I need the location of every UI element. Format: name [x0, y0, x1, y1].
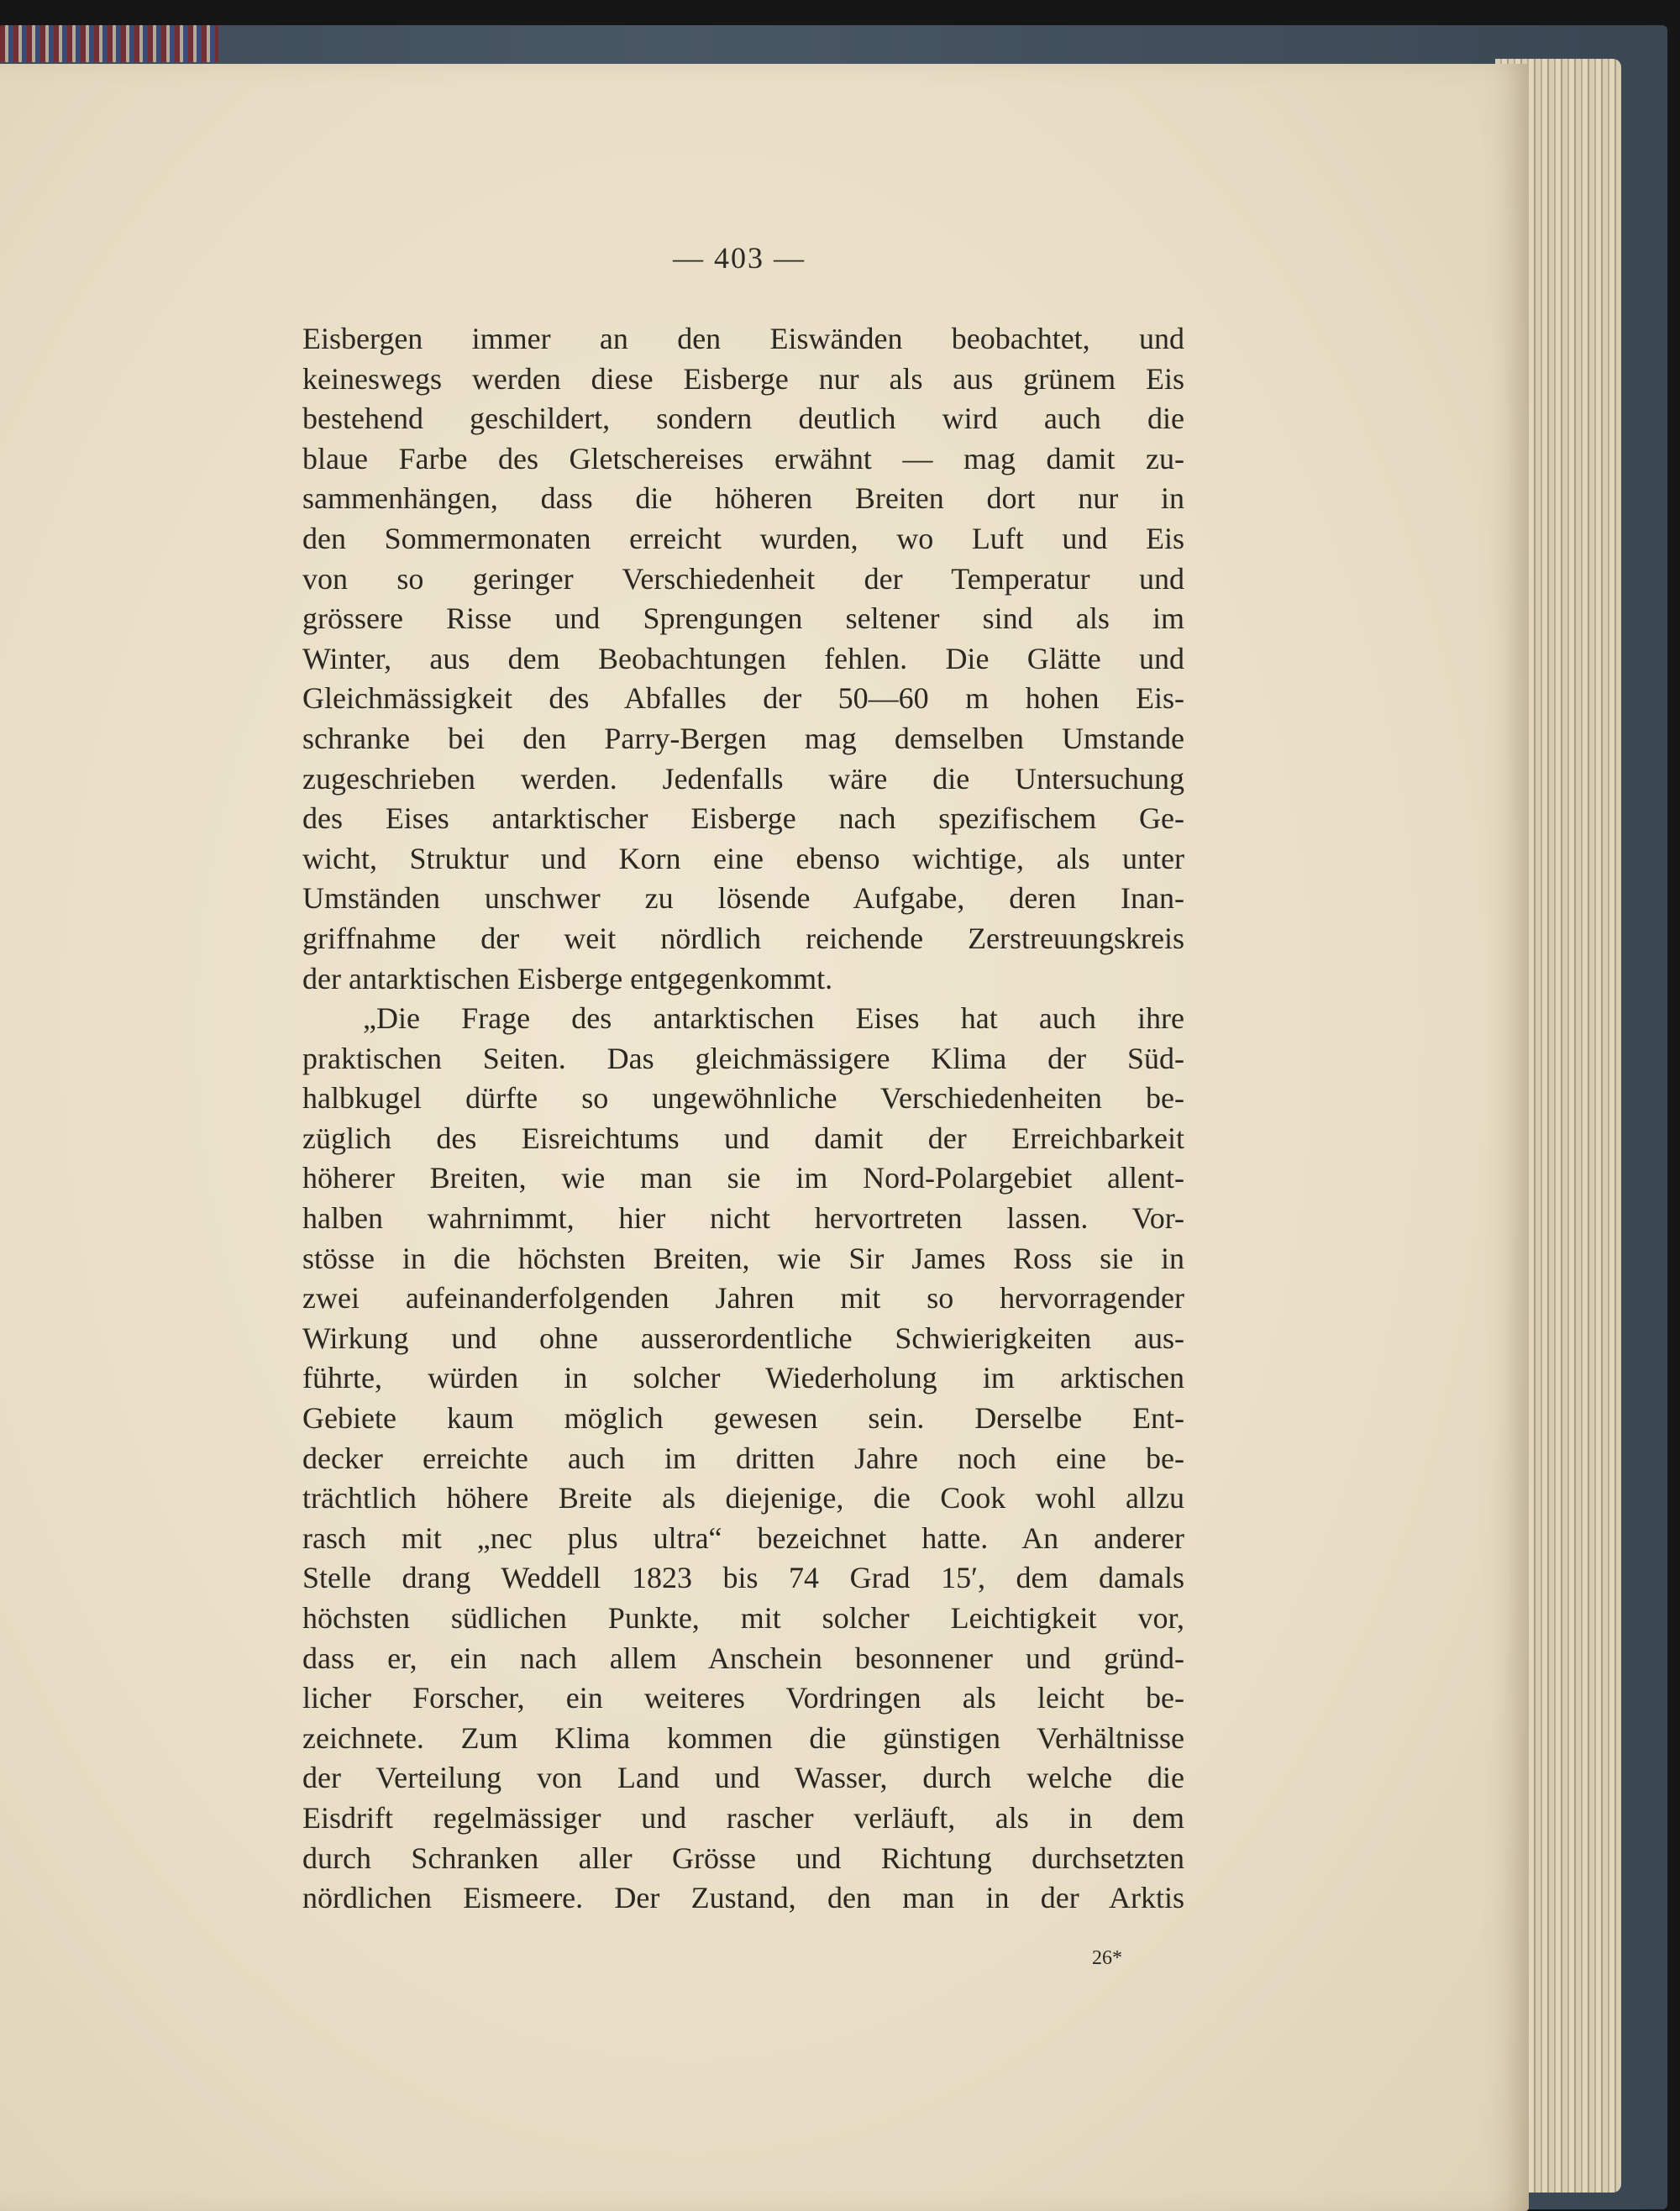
text-line: Eisdrift regelmässiger und rascher verläuft, als in dem — [302, 1800, 1184, 1835]
text-line: der antarktischen Eisberge entgegenkommt. — [302, 961, 833, 995]
text-line: licher Forscher, ein weiteres Vordringen als leicht be- — [302, 1681, 1184, 1715]
text-line: züglich des Eisreichtums und damit der Erreichbarkeit — [302, 1121, 1184, 1155]
text-line: wicht, Struktur und Korn eine ebenso wichtige, als unter — [302, 841, 1184, 875]
text-line: dass er, ein nach allem Anschein besonnener und gründ- — [302, 1641, 1184, 1675]
text-line: rasch mit „nec plus ultra“ bezeichnet hatte. An anderer — [302, 1520, 1184, 1555]
text-line: Eisbergen immer an den Eiswänden beobachtet, und — [302, 322, 1184, 355]
text-line: bestehend geschildert, sondern deutlich wird auch die — [302, 402, 1184, 436]
text-line: halben wahrnimmt, hier nicht hervortreten lassen. Vor- — [302, 1201, 1184, 1236]
page-number: — 403 — — [673, 241, 806, 275]
text-line: trächtlich höhere Breite als diejenige, die Cook wohl allzu — [302, 1481, 1184, 1515]
text-line: blaue Farbe des Gletschereises erwähnt — mag damit zu- — [302, 441, 1184, 475]
text-line: stösse in die höchsten Breiten, wie Sir James Ross sie in — [302, 1241, 1184, 1275]
text-line: den Sommermonaten erreicht wurden, wo Luft und Eis — [302, 521, 1184, 555]
text-line: keineswegs werden diese Eisberge nur als aus grünem Eis — [302, 361, 1184, 396]
bookmark-ribbon — [0, 25, 218, 62]
text-line: Gleichmässigkeit des Abfalles der 50—60 m hohen Eis- — [302, 681, 1184, 716]
text-line: zugeschrieben werden. Jedenfalls wäre die Untersuchung — [302, 761, 1184, 796]
printer-signature-mark: 26* — [1092, 1947, 1122, 1969]
text-line: schranke bei den Parry-Bergen mag demselben Umstande — [302, 721, 1184, 755]
text-line: halbkugel dürfte so ungewöhnliche Verschiedenheiten be- — [302, 1081, 1184, 1116]
text-line: Winter, aus dem Beobachtungen fehlen. Die Glätte und — [302, 641, 1184, 675]
text-line: decker erreichte auch im dritten Jahre noch eine be- — [302, 1441, 1184, 1475]
text-line: der Verteilung von Land und Wasser, durch welche die — [302, 1761, 1184, 1795]
text-line: praktischen Seiten. Das gleichmässigere Klima der Süd- — [302, 1041, 1184, 1075]
text-line: griffnahme der weit nördlich reichende Zerstreuungskreis — [302, 921, 1184, 955]
text-line: grössere Risse und Sprengungen seltener sind als im — [302, 601, 1184, 636]
text-line: zwei aufeinanderfolgenden Jahren mit so hervorragender — [302, 1281, 1184, 1316]
text-line: höherer Breiten, wie man sie im Nord-Polargebiet allent- — [302, 1161, 1184, 1195]
text-line: höchsten südlichen Punkte, mit solcher Leichtigkeit vor, — [302, 1601, 1184, 1635]
text-line: von so geringer Verschiedenheit der Temperatur und — [302, 561, 1184, 596]
text-line: zeichnete. Zum Klima kommen die günstigen Verhältnisse — [302, 1720, 1184, 1755]
text-line: Stelle drang Weddell 1823 bis 74 Grad 15′, dem damals — [302, 1561, 1184, 1595]
text-line: Umständen unschwer zu lösende Aufgabe, deren Inan- — [302, 881, 1184, 916]
text-line: durch Schranken aller Grösse und Richtung durchsetzten — [302, 1841, 1184, 1875]
text-line: Gebiete kaum möglich gewesen sein. Derselbe Ent- — [302, 1401, 1184, 1436]
text-line: nördlichen Eismeere. Der Zustand, den man in der Arktis — [302, 1881, 1184, 1915]
text-line: „Die Frage des antarktischen Eises hat auch ihre — [363, 1001, 1184, 1036]
text-line: sammenhängen, dass die höheren Breiten dort nur in — [302, 481, 1184, 516]
text-line: des Eises antarktischer Eisberge nach spezifischem Ge- — [302, 801, 1184, 836]
text-line: führte, würden in solcher Wiederholung im arktischen — [302, 1361, 1184, 1395]
text-line: Wirkung und ohne ausserordentliche Schwierigkeiten aus- — [302, 1321, 1184, 1355]
body-text — [302, 319, 1184, 1919]
